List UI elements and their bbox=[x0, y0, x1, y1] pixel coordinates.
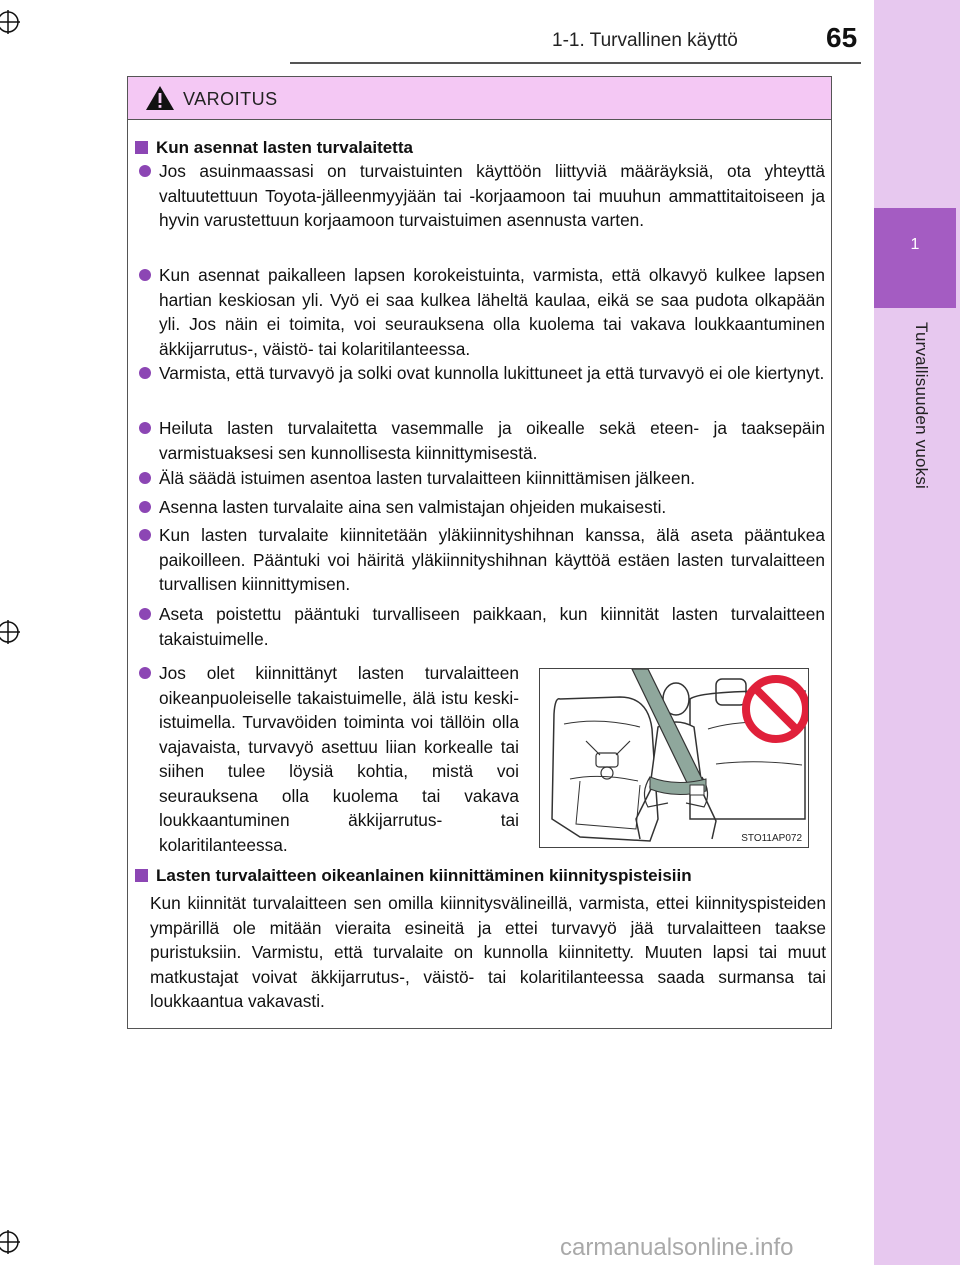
crop-mark-top-left-icon bbox=[0, 0, 40, 40]
watermark: carmanualsonline.info bbox=[560, 1234, 794, 1261]
bullet-icon bbox=[139, 501, 151, 513]
section-heading-text: Lasten turvalaitteen oikeanlainen kiinnittäminen kiinnityspisteisiin bbox=[156, 866, 692, 885]
list-item-text: Kun lasten turvalaite kiinnitetään yläkiinnityshihnan kanssa, älä aseta pääntukea paikoilleen. Pääntuki voi häiritä yläkiinnityshihnan käyttöä estäen lasten turvalaitteen turvallisen kiinnittymisen. bbox=[159, 525, 825, 594]
list-item-text: Jos olet kiinnittänyt lasten turvalaitteen oikeanpuoleiselle takaistuimelle, älä istu keski-istuimella. Turvavöiden toiminta voi tällöin olla vajavaista, turvavyö asettuu liian korkealle tai siihen tulee löysiä kohtia, mistä voi seurauksena olla kuolema tai vakava loukkaantuminen äkkijarrutus- tai kolaritilanteessa. bbox=[159, 663, 519, 855]
figure-code: STO11AP072 bbox=[741, 833, 802, 844]
list-item-text: Asenna lasten turvalaite aina sen valmistajan ohjeiden mukaisesti. bbox=[159, 497, 667, 517]
warning-header bbox=[128, 77, 831, 120]
chapter-marker bbox=[874, 208, 956, 308]
bullet-icon bbox=[139, 367, 151, 379]
list-item bbox=[139, 263, 825, 361]
list-item bbox=[139, 523, 825, 597]
square-bullet-icon bbox=[135, 869, 148, 882]
crop-mark-bottom-left-icon bbox=[0, 1222, 40, 1262]
header-divider bbox=[290, 62, 861, 64]
bullet-icon bbox=[139, 165, 151, 177]
square-bullet-icon bbox=[135, 141, 148, 154]
seat-illustration bbox=[540, 669, 809, 848]
crop-mark-mid-left-icon bbox=[0, 612, 40, 652]
bullet-icon bbox=[139, 667, 151, 679]
bullet-icon bbox=[139, 608, 151, 620]
list-item-text: Kun asennat paikalleen lapsen korokeistuinta, varmista, että olkavyö kulkee lapsen hartian keskiosan yli. Vyö ei saa kulkea läheltä kaulaa, eikä se saa pudota olkapään yli. Jos näin ei toimita, voi seurauksena olla kuolema tai vakava loukkaantuminen äkkijarrutus-, väistö- tai kolaritilanteessa. bbox=[159, 265, 825, 359]
list-item bbox=[139, 661, 519, 857]
section-heading-text: Kun asennat lasten turvalaitetta bbox=[156, 138, 413, 157]
section-title: 1-1. Turvallinen käyttö bbox=[552, 30, 738, 51]
list-item-text: Varmista, että turvavyö ja solki ovat kunnolla lukittuneet ja että turvavyö ei ole kiertynyt. bbox=[159, 363, 825, 383]
list-item bbox=[139, 495, 825, 520]
section-heading-anchors bbox=[135, 864, 692, 888]
bullet-icon bbox=[139, 269, 151, 281]
list-item-text: Aseta poistettu pääntuki turvalliseen paikkaan, kun kiinnität lasten turvalaitteen takaistuimelle. bbox=[159, 604, 825, 649]
list-item bbox=[139, 466, 825, 491]
bullet-icon bbox=[139, 529, 151, 541]
list-item-text: Älä säädä istuimen asentoa lasten turvalaitteen kiinnittämisen jälkeen. bbox=[159, 468, 696, 488]
section-heading-install bbox=[135, 136, 413, 160]
list-item bbox=[139, 361, 825, 386]
bullet-icon bbox=[139, 472, 151, 484]
list-item-text: Heiluta lasten turvalaitetta vasemmalle ja oikealle sekä eteen- ja taaksepäin varmistuaksesi sen kunnollisesta kiinnittymisestä. bbox=[159, 418, 825, 463]
chapter-side-tab bbox=[874, 0, 960, 1265]
warning-triangle-icon bbox=[145, 85, 175, 116]
list-item bbox=[139, 416, 825, 465]
bullet-icon bbox=[139, 422, 151, 434]
list-item-text: Jos asuinmaassasi on turvaistuinten käyttöön liittyviä määräyksiä, ota yhteyttä valtuutettuun Toyota-jälleenmyyjään tai -korjaamoon tai muuhun ammattitaitoiseen ja hyvin varustettuun korjaamoon turvaistuimen asennusta varten. bbox=[159, 161, 825, 230]
list-item bbox=[139, 159, 825, 233]
illustration-seat-figure bbox=[539, 668, 809, 848]
chapter-label: Turvallisuuden vuoksi bbox=[912, 322, 931, 490]
warning-title: VAROITUS bbox=[183, 89, 278, 109]
page-number: 65 bbox=[826, 22, 858, 53]
list-item bbox=[139, 602, 825, 651]
section-paragraph: Kun kiinnität turvalaitteen sen omilla kiinnitysvälineillä, varmista, ettei kiinnityspisteiden ympärillä ole mitään vieraita esineitä ja ettei turvavyö jää turvalaitteen taakse puristuksiin. Varmistu, että turvalaite on kunnolla kiinnitetty. Muuten lapsi tai muut matkustajat voivat äkkijarrutus-, väistö- tai kolaritilanteessa saada surmansa tai loukkaantua vakavasti. bbox=[150, 893, 826, 1011]
chapter-number: 1 bbox=[910, 236, 920, 253]
